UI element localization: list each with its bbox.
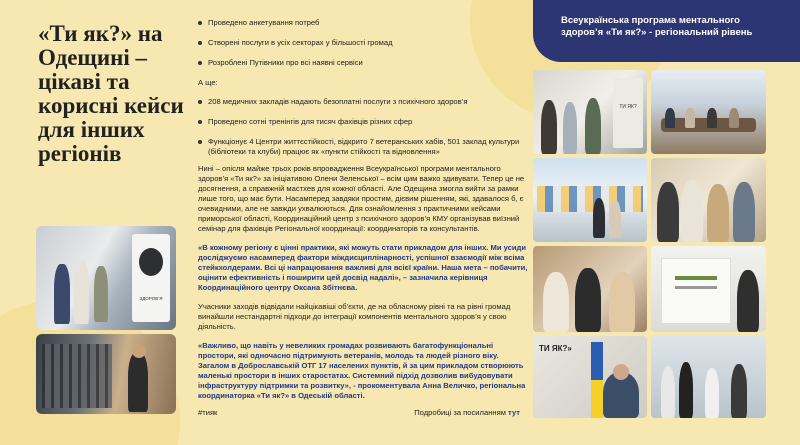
photo-tile <box>651 158 766 242</box>
photo-grid <box>533 70 766 418</box>
photo-tile <box>533 336 647 418</box>
list-item <box>198 38 528 48</box>
more-text: Подробиці за посиланням <box>414 408 506 417</box>
bullet-text: Проведено сотні тренінгів для тисяч фахівців різних сфер <box>208 117 413 126</box>
also-label: А ще: <box>198 78 218 87</box>
footer <box>198 408 520 417</box>
details-link[interactable]: тут <box>508 408 520 417</box>
bullet-text: Функціонує 4 Центри життєстійкості, відкрито 7 ветеранських хабів, 501 заклад культури (бібліотеки та клуби) працює як «пункти стійкості та відновлення» <box>208 137 520 156</box>
bullet-text: 208 медичних закладів надають безоплатні послуги з психічного здоров’я <box>208 97 468 106</box>
list-item <box>198 137 528 157</box>
bullet-text: Розроблені Путівники про всі наявні сервіси <box>208 58 363 67</box>
more-details <box>414 408 520 417</box>
list-item <box>198 18 528 28</box>
photo-tile <box>533 246 647 332</box>
quote-paragraph: «Важливо, що навіть у невеликих громадах розвивають багатофункціональні простори, які одночасно підтримують ветеранів, молодь та людей різного віку. Загалом в Доброславській ОТГ 17 населених пунктів, й за цим прикладом створюють маленькі простори в інших старостатах. Системний підхід дозволив вибудовувати інфраструктуру підтримки та розвитку», - прокоментувала Анна Величко, регіональна координаторка «Ти як?» в Одеській області. <box>198 341 526 400</box>
photo-sign: ЗДОРОВ’Я <box>139 296 163 301</box>
photo-tile <box>651 70 766 154</box>
hashtag: #тияк <box>198 408 218 417</box>
quote-paragraph: «В кожному регіону є цінні практики, які можуть стати прикладом для інших. Ми усиди досліджуємо насамперед фактори міждисциплінарності, успішної взаємодії між всіма стейкхолдерами. Всі ці напрацювання важливі для всієї країни. Наша мета – побачити, оцінити ефективність і поширити цей досвід надалі», – зазначила керівниця Координаційного центру Оксана Збітнєва. <box>198 243 528 292</box>
photo-tile <box>533 70 647 154</box>
paragraph: Нині – опісля майже трьох років впровадження Всеукраїнської програми ментального здоров’я «Ти як?» за ініціативою Олени Зеленської – всім цим важко здивувати. Тепер це не досягнення, а справжній мастхев для кожної області. Але Одещина змогла вийти за рамки лише того, що має бути. Насамперед завдяки простим, дієвим рішенням, які, здавалося б, є очевидними, але не завжди ухвалюються. Для ознайомлення з практичними кейсами приморської області, Координаційний центр з психічного здоров’я КМУ організував виїзний семінар для фахівців Регіональної координації: координаторів та консультантів. <box>198 164 525 233</box>
bullet-text: Проведено анкетування потреб <box>208 18 320 27</box>
photo-sign: ТИ ЯК? <box>619 104 637 110</box>
page-title: «Ти як?» на Одещині – цікаві та корисні кейси для інших регіонів <box>38 21 184 166</box>
bullet-text: Створені послуги в усіх секторах у більшості громад <box>208 38 393 47</box>
photo-tile <box>651 336 766 418</box>
photo-courtyard <box>36 334 176 414</box>
article-body <box>198 12 528 410</box>
photo-tile <box>651 246 766 332</box>
list-item <box>198 117 528 127</box>
list-item <box>198 97 528 107</box>
list-item <box>198 58 528 68</box>
paragraph: Учасники заходів відвідали найцікавіші об’єкти, де на обласному рівні та на рівні громад винайшли нестандартні підходи до інтеграції компонентів ментального здоров’я у свою діяльність. <box>198 302 511 331</box>
photo-tile <box>533 158 647 242</box>
photo-sign: ТИ ЯК?» <box>539 344 572 353</box>
photo-hallway <box>36 226 176 330</box>
program-banner: Всеукраїнська програма ментального здоров’я «Ти як?» - регіональний рівень <box>533 0 800 62</box>
